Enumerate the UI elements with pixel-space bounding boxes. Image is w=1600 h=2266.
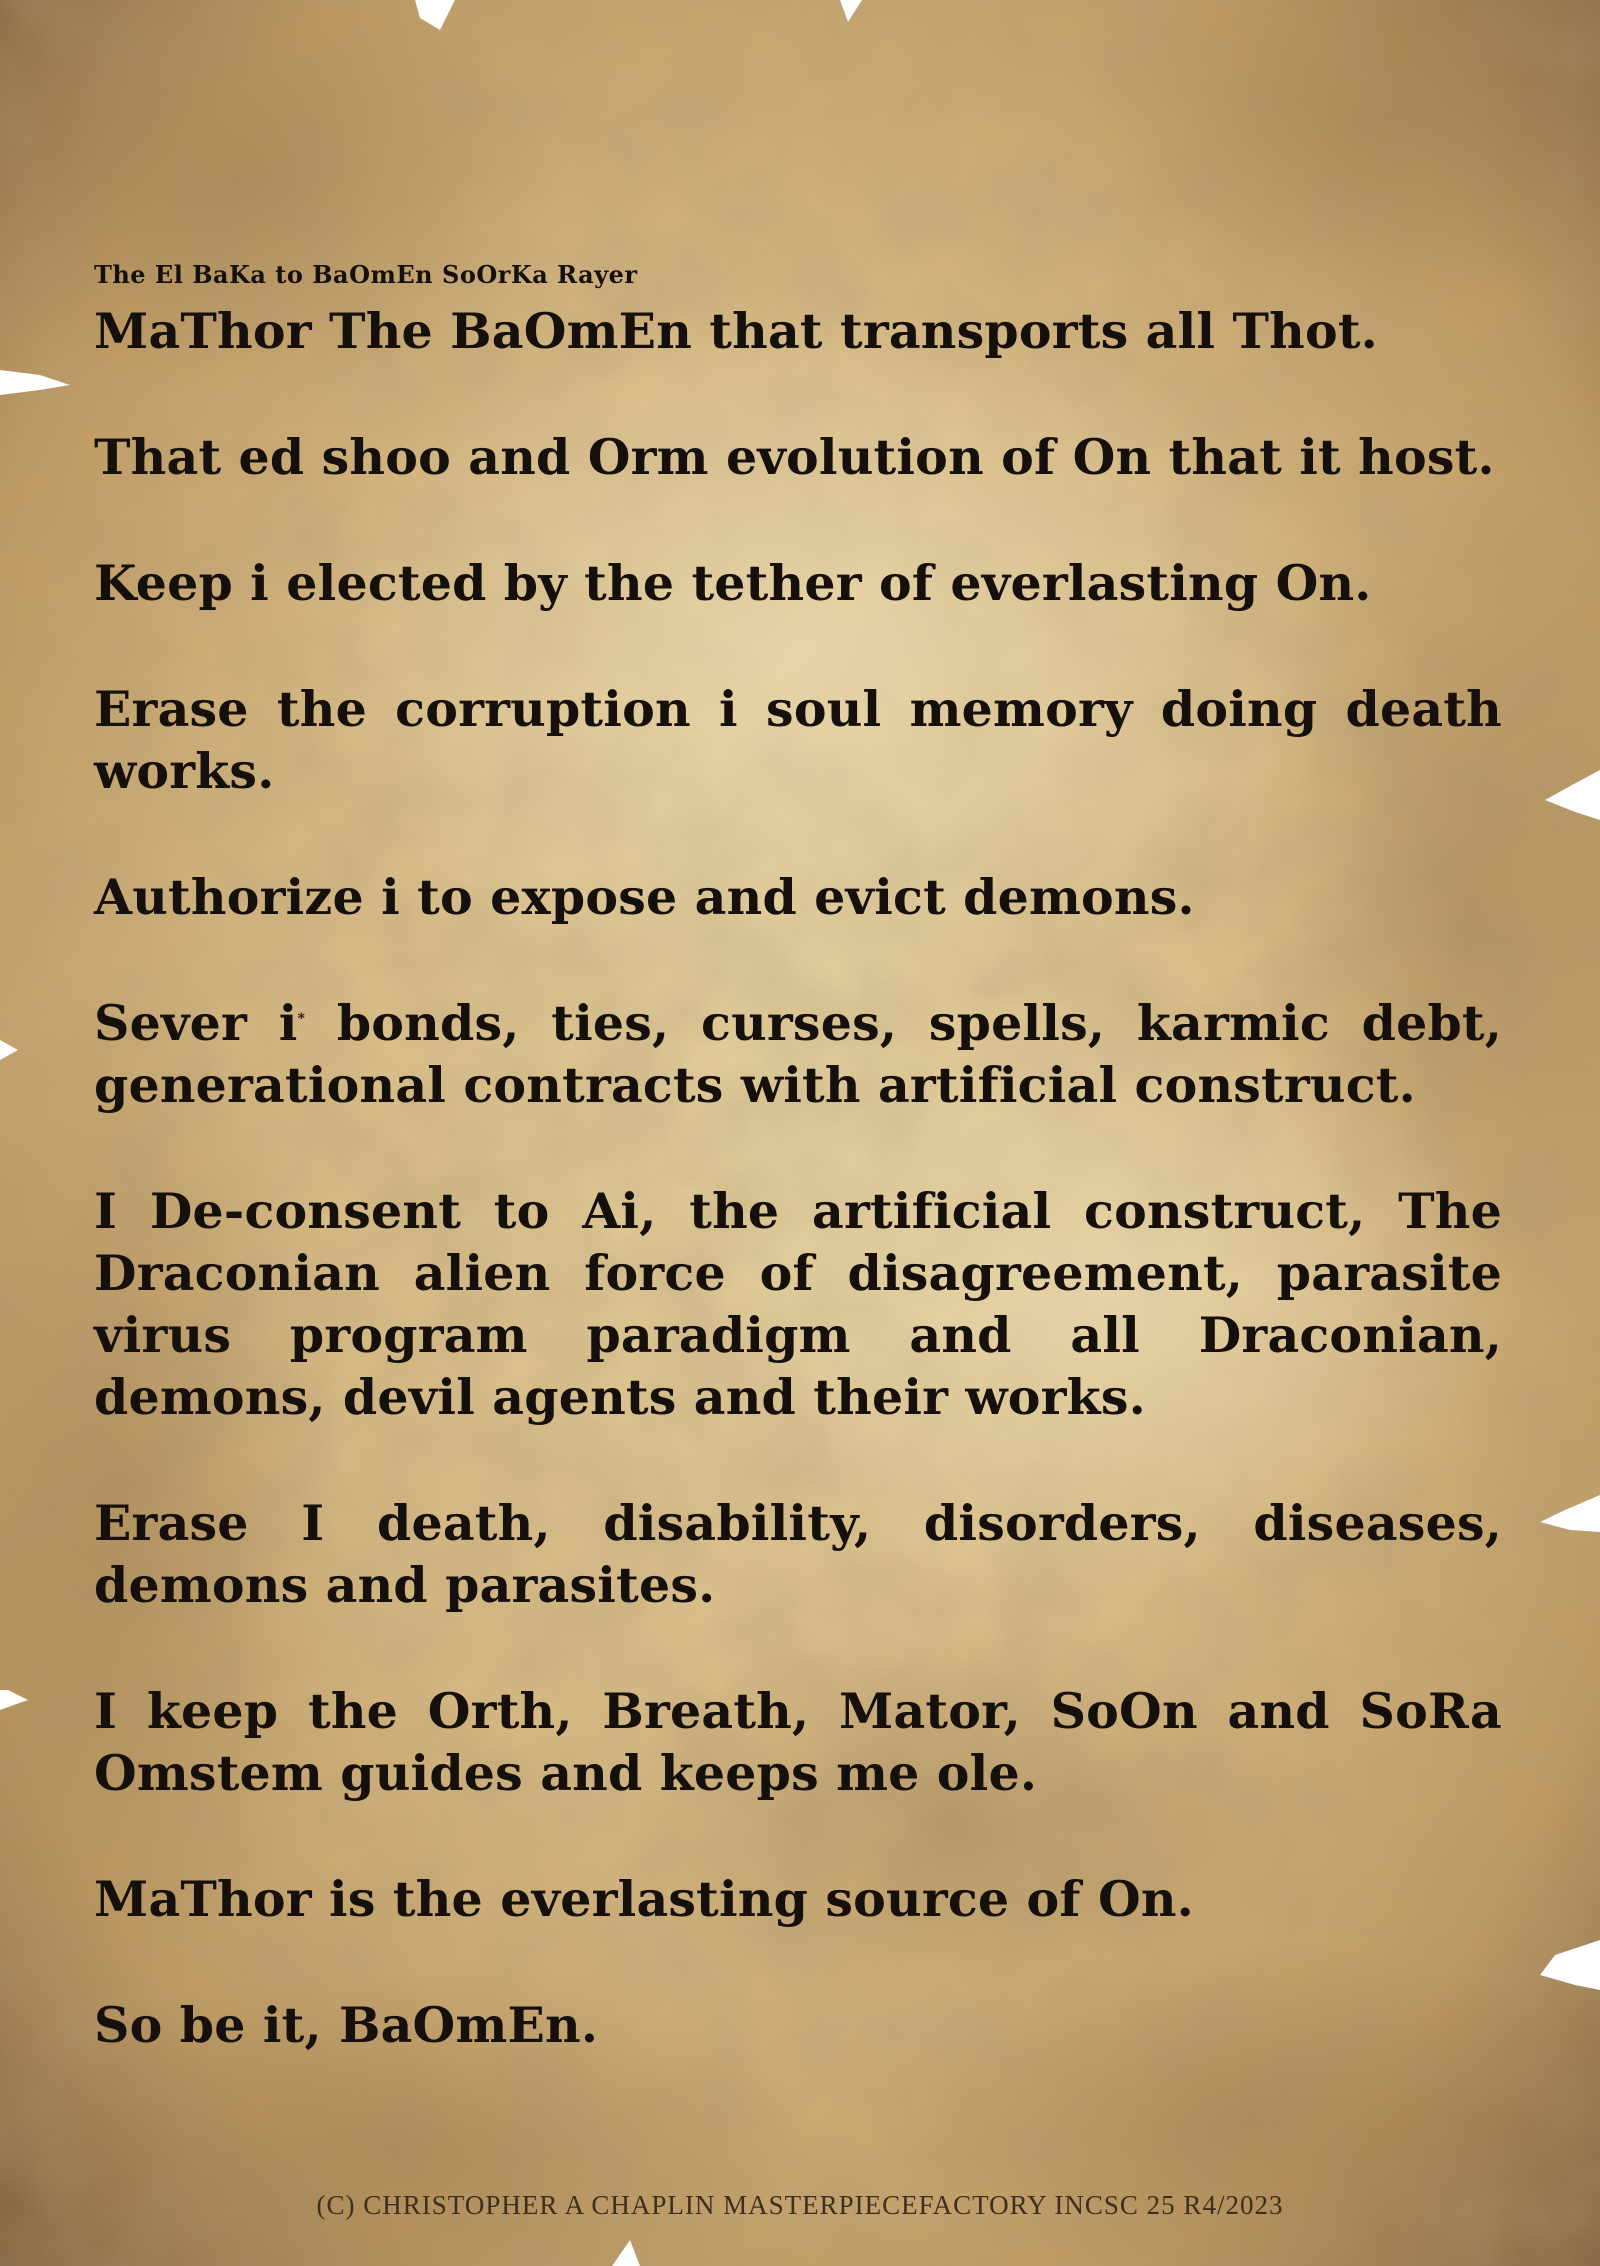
verse-9: I keep the Orth, Breath, Mator, SoOn and SoRa Omstem guides and keeps me ole. [94, 1682, 1502, 1802]
verse-5: Authorize i to expose and evict demons. [94, 868, 1195, 926]
verse-8: Erase I death, disability, disorders, diseases, demons and parasites. [94, 1494, 1502, 1614]
verse-11: So be it, BaOmEn. [94, 1996, 599, 2054]
verse-4: Erase the corruption i soul memory doing death works. [94, 680, 1502, 800]
copyright-footer: (C) CHRISTOPHER A CHAPLIN MASTERPIECEFACTORY INCSC 25 R4/2023 [316, 2190, 1284, 2220]
verse-10: MaThor is the everlasting source of On. [94, 1870, 1194, 1928]
verse-6-start: Sever i [94, 994, 298, 1052]
verse-6-rest: bonds, ties, curses, spells, karmic debt, generational contracts with artificial construct. [94, 994, 1502, 1114]
verse-6 [94, 992, 1502, 1116]
verse-7: I De-consent to Ai, the artificial construct, The Draconian alien force of disagreement, parasite virus program paradigm and all Draconian, demons, devil agents and their works. [94, 1182, 1502, 1426]
document-subtitle: The El BaKa to BaOmEn SoOrKa Rayer [94, 260, 638, 289]
verse-6-mark: * [297, 1011, 306, 1027]
verse-3: Keep i elected by the tether of everlasting On. [94, 554, 1372, 612]
verse-1: MaThor The BaOmEn that transports all Thot. [94, 302, 1378, 360]
verse-2: That ed shoo and Orm evolution of On that it host. [94, 428, 1495, 486]
prayer-text [94, 258, 1502, 2056]
